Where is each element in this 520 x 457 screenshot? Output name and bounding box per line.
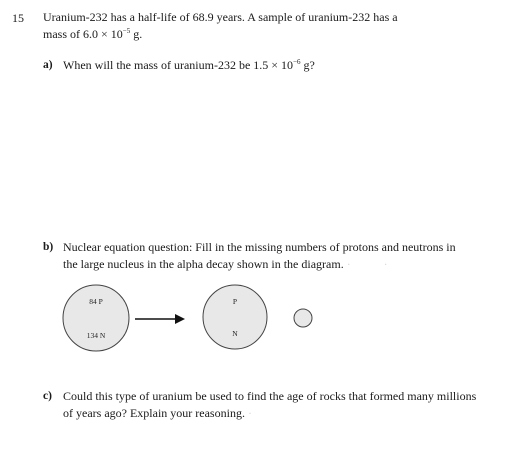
part-a-text-main: When will the mass of uranium-232 be 1.5 × 10 <box>63 58 294 72</box>
part-c-line2 <box>63 405 252 421</box>
daughter-nucleus <box>203 285 267 349</box>
daughter-neutrons-label: N <box>232 329 238 338</box>
part-b-label: b) <box>43 241 54 253</box>
alpha-particle <box>294 309 312 327</box>
faint-marks: · · <box>343 257 388 271</box>
part-c-label: c) <box>43 390 52 402</box>
part-a-label: a) <box>43 59 53 71</box>
part-a-text-tail: g? <box>300 58 315 72</box>
intro-line2-tail: g. <box>130 27 143 41</box>
decay-arrow-head <box>175 314 185 324</box>
part-c-line2-text: of years ago? Explain your reasoning. <box>63 406 245 420</box>
question-number: 15 <box>12 11 24 25</box>
question-intro-line1: Uranium-232 has a half-life of 68.9 years. A sample of uranium-232 has a <box>43 10 398 24</box>
part-a-exponent: −6 <box>293 58 301 66</box>
part-b-line1: Nuclear equation question: Fill in the missing numbers of protons and neutrons in <box>63 240 456 254</box>
parent-neutrons-label: 134 N <box>86 331 106 340</box>
faint-marks-c: · <box>244 406 252 420</box>
intro-line2-text: mass of 6.0 × 10 <box>43 27 123 41</box>
daughter-protons-label: P <box>232 297 238 306</box>
part-b-line2-text: the large nucleus in the alpha decay shown in the diagram. <box>63 257 344 271</box>
parent-protons-label: 84 P <box>89 297 103 306</box>
intro-line2-exponent: −5 <box>122 27 131 35</box>
part-c-line1: Could this type of uranium be used to find the age of rocks that formed many millions <box>63 389 477 403</box>
parent-nucleus <box>63 285 129 351</box>
